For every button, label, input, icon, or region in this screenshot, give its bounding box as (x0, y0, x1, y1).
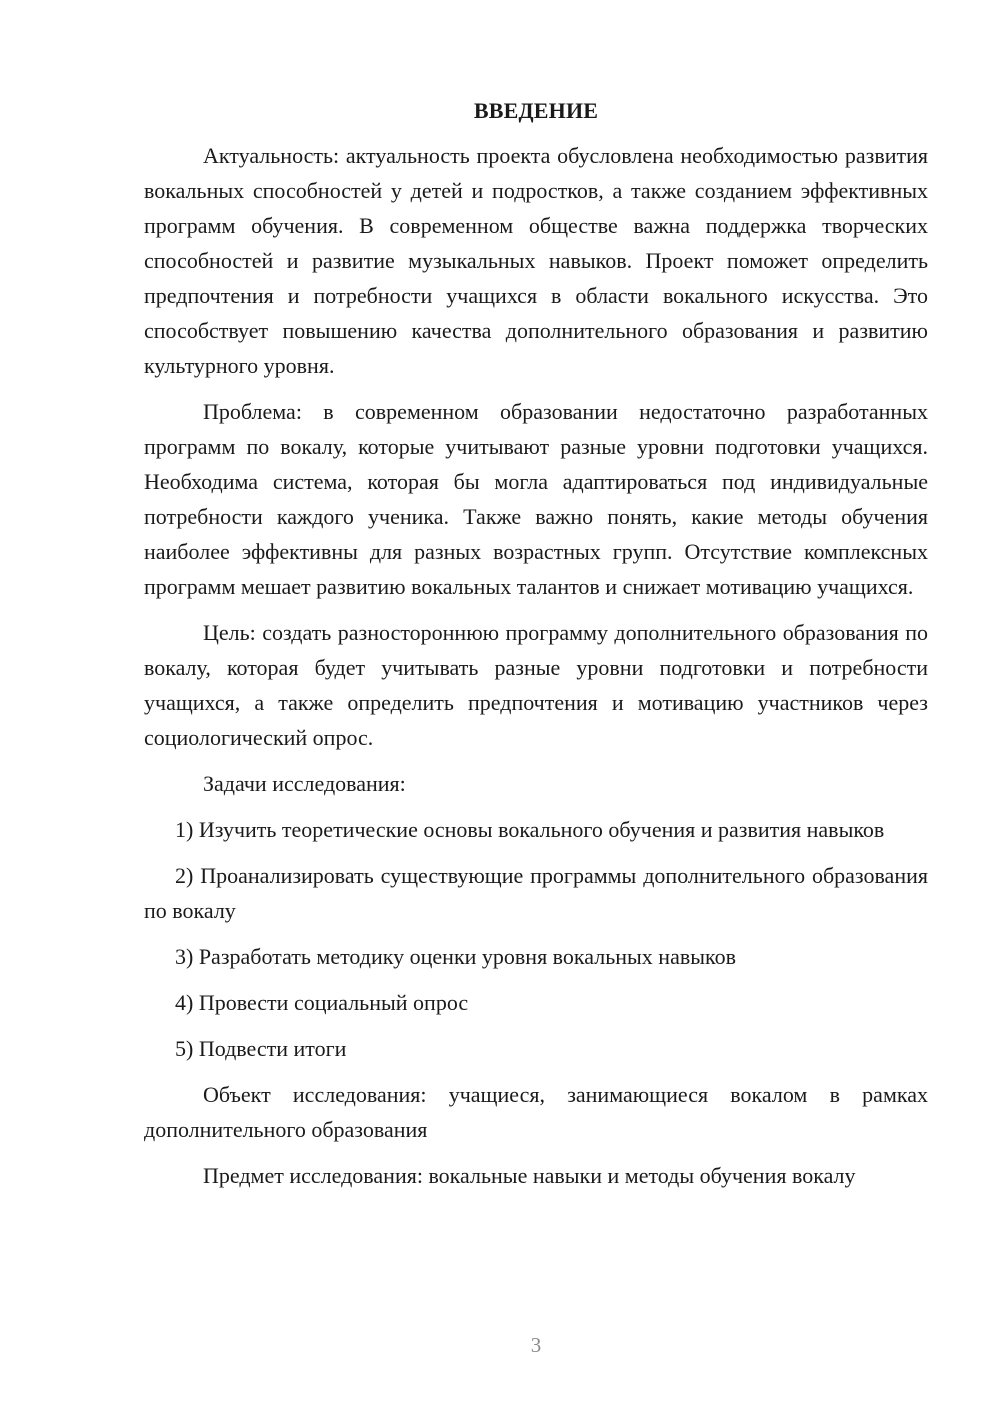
paragraph-relevance: Актуальность: актуальность проекта обусловлена необходимостью развития вокальных способностей у детей и подростков, а также созданием эффективных программ обучения. В современном обществе важна поддержка творческих способностей и развитие музыкальных навыков. Проект поможет определить предпочтения и потребности учащихся в области вокального искусства. Это способствует повышению качества дополнительного образования и развитию культурного уровня. (144, 143, 928, 378)
paragraph-problem: Проблема: в современном образовании недостаточно разработанных программ по вокалу, которые учитывают разные уровни подготовки учащихся. Необходима система, которая бы могла адаптироваться под индивидуальные потребности каждого ученика. Также важно понять, какие методы обучения наиболее эффективны для разных возрастных групп. Отсутствие комплексных программ мешает развитию вокальных талантов и снижает мотивацию учащихся. (144, 399, 928, 599)
list-item: 2) Проанализировать существующие программы дополнительного образования по вокалу (144, 863, 928, 923)
list-item: 5) Подвести итоги (175, 1036, 347, 1061)
paragraph-object: Объект исследования: учащиеся, занимающиеся вокалом в рамках дополнительного образования (144, 1082, 928, 1142)
paragraph-goal: Цель: создать разностороннюю программу дополнительного образования по вокалу, которая будет учитывать разные уровни подготовки и потребности учащихся, а также определить предпочтения и мотивацию участников через социологический опрос. (144, 620, 928, 750)
tasks-title: Задачи исследования: (203, 771, 406, 796)
tasks-list (144, 812, 928, 1066)
list-item: 4) Провести социальный опрос (175, 990, 469, 1015)
paragraph-subject: Предмет исследования: вокальные навыки и методы обучения вокалу (203, 1163, 856, 1188)
page-number: 3 (530, 1333, 542, 1357)
list-item: 3) Разработать методику оценки уровня вокальных навыков (175, 944, 736, 969)
page-title: ВВЕДЕНИЕ (473, 98, 599, 123)
document-page (144, 96, 928, 1204)
list-item: 1) Изучить теоретические основы вокального обучения и развития навыков (175, 817, 885, 842)
